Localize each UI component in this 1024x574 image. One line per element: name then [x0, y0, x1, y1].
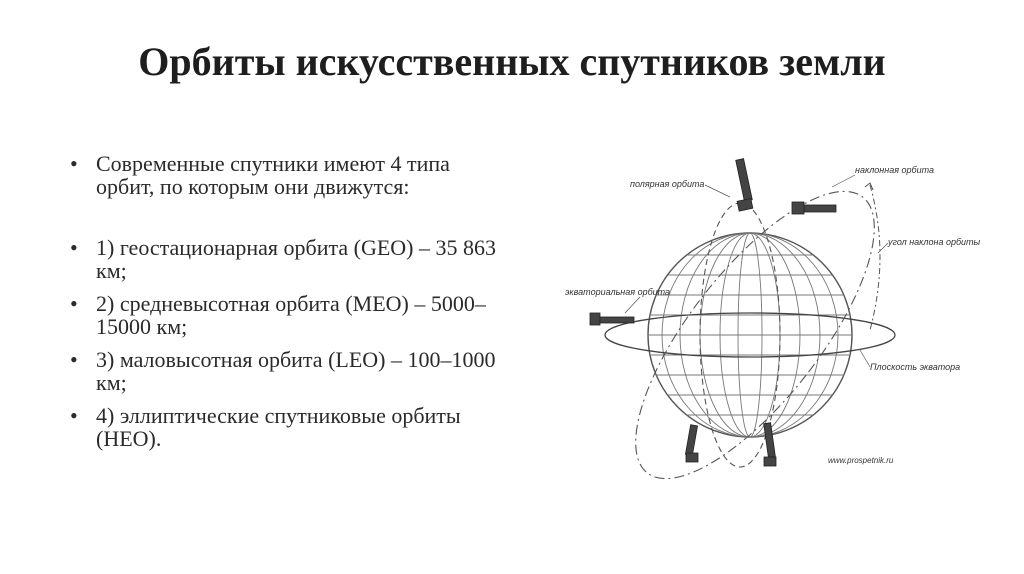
label-equator-plane: Плоскость экватора	[870, 362, 961, 372]
angle-arc	[870, 185, 880, 330]
bullet-dot: •	[70, 291, 78, 316]
satellite-icon	[764, 423, 776, 466]
bullet-item-meo	[70, 292, 510, 338]
bullet-text: 1) геостационарная орбита (GEO) – 35 863 км;	[96, 235, 497, 283]
satellite-icon	[792, 202, 836, 214]
slide-title: Орбиты искусственных спутников земли	[138, 39, 886, 84]
orbits-diagram	[565, 145, 981, 485]
bullet-dot: •	[70, 347, 78, 372]
bullet-text: Современные спутники имеют 4 типа орбит, по которым они движутся:	[96, 151, 450, 199]
label-source: www.prospetnik.ru	[828, 456, 894, 465]
bullet-item-intro	[70, 152, 510, 198]
label-inclined-orbit: наклонная орбита	[855, 165, 934, 175]
satellite-icon	[736, 159, 753, 212]
satellite-icon	[590, 313, 634, 325]
bullet-text: 4) эллиптические спутниковые орбиты (HEO).	[96, 403, 461, 451]
bullet-item-geo	[70, 236, 510, 282]
satellite-icon	[685, 425, 698, 462]
bullet-dot: •	[70, 403, 78, 428]
label-polar-orbit: полярная орбита	[630, 179, 705, 189]
bullet-dot: •	[70, 235, 78, 260]
bullet-list	[70, 152, 510, 450]
bullet-dot: •	[70, 151, 78, 176]
bullet-text: 2) средневысотная орбита (MEO) – 5000–15000 км;	[96, 291, 486, 339]
bullet-item-heo	[70, 404, 510, 450]
bullet-text: 3) маловысотная орбита (LEO) – 100–1000 км;	[96, 347, 496, 395]
label-angle: угол наклона орбиты	[888, 237, 981, 247]
bullet-item-leo	[70, 348, 510, 394]
label-equatorial-orbit: экваториальная орбита	[565, 287, 671, 297]
